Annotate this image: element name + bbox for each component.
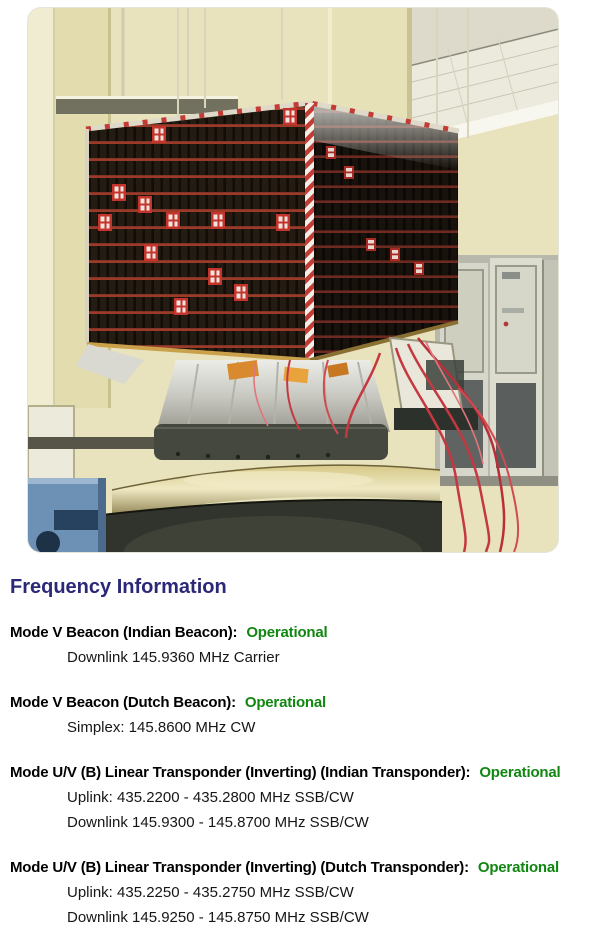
status-badge: Operational — [477, 859, 560, 876]
status-badge: Operational — [479, 764, 561, 781]
frequency-section-indian-beacon — [10, 620, 596, 670]
frequency-line: Uplink: 435.2200 - 435.2800 MHz SSB/CW — [67, 789, 354, 806]
frequency-line: Uplink: 435.2250 - 435.2750 MHz SSB/CW — [67, 884, 354, 901]
frequency-section-dutch-beacon — [10, 690, 596, 740]
blue-fixture — [28, 478, 106, 552]
page-title: Frequency Information — [10, 576, 227, 598]
mode-label: Mode V Beacon (Dutch Beacon): — [10, 694, 236, 711]
section-title — [10, 690, 596, 715]
frequency-section-dutch-transponder — [10, 855, 596, 930]
frequency-sections — [10, 620, 596, 930]
satellite-photo-illustration — [28, 8, 558, 552]
satellite-photo — [28, 8, 558, 552]
mode-label: Mode V Beacon (Indian Beacon): — [10, 624, 238, 641]
section-title — [10, 620, 596, 645]
satellite-body — [86, 103, 459, 361]
status-badge: Operational — [246, 624, 328, 641]
frequency-line: Simplex: 145.8600 MHz CW — [67, 719, 256, 736]
mode-label: Mode U/V (B) Linear Transponder (Inverting) (Indian Transponder): — [10, 764, 471, 781]
frequency-line: Downlink 145.9360 MHz Carrier — [67, 649, 280, 666]
section-title — [10, 855, 596, 880]
frequency-line: Downlink 145.9300 - 145.8700 MHz SSB/CW — [67, 814, 369, 831]
frequency-section-indian-transponder — [10, 760, 596, 835]
frequency-line: Downlink 145.9250 - 145.8750 MHz SSB/CW — [67, 909, 369, 926]
section-title — [10, 760, 596, 785]
mode-label: Mode U/V (B) Linear Transponder (Inverting) (Dutch Transponder): — [10, 859, 469, 876]
status-badge: Operational — [244, 694, 327, 711]
